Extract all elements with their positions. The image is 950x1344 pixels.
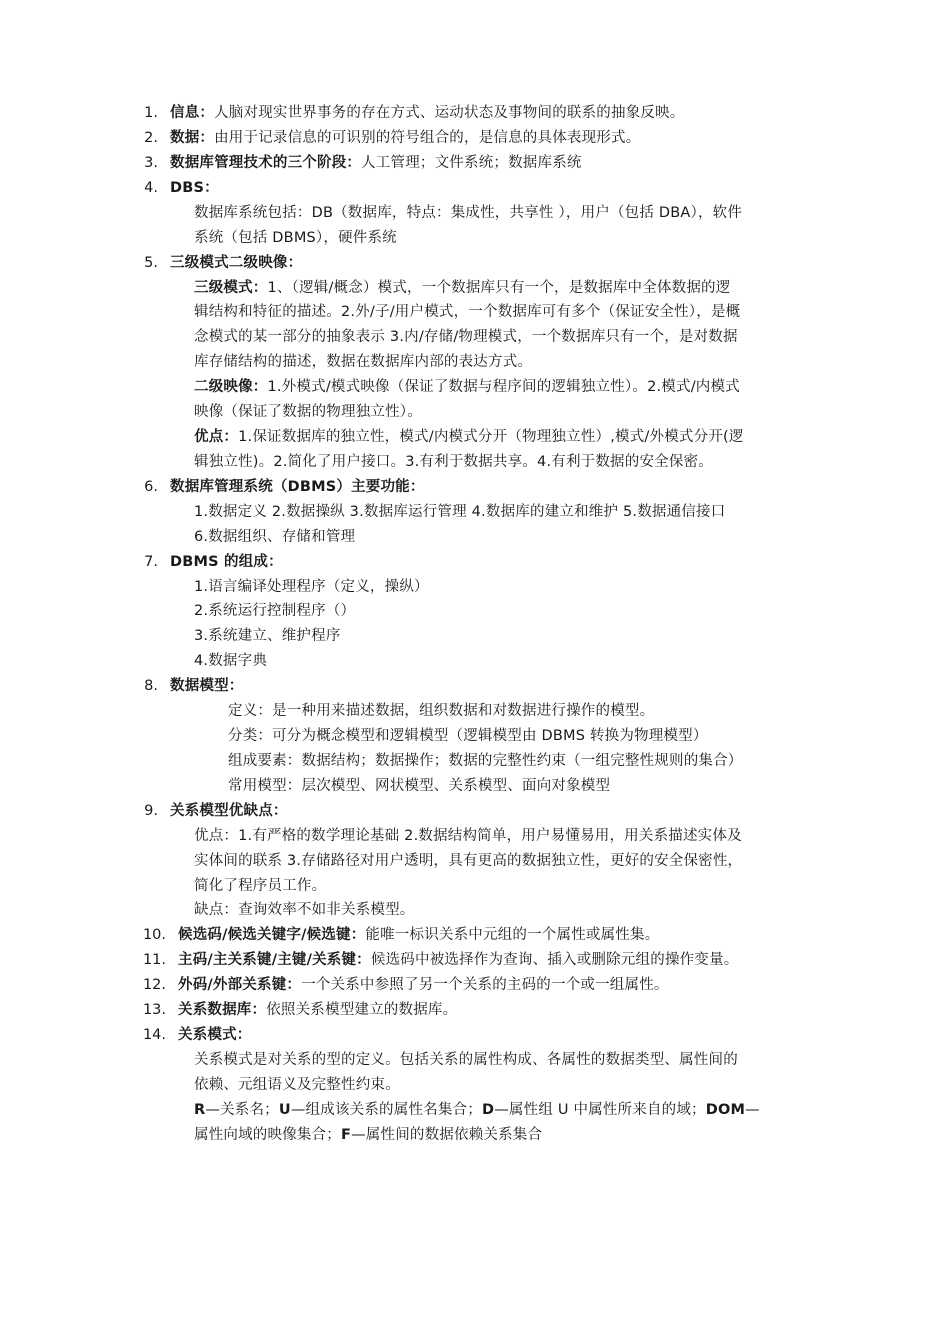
item-1 (170, 101, 685, 125)
symbol-dom: DOM (705, 1102, 746, 1118)
symbol-desc: —属性间的数据依赖关系集合 (351, 1127, 543, 1143)
item-number: 6. (144, 479, 158, 495)
item-label: 关系模型优缺点： (170, 803, 288, 819)
dbms-comp-1: 1.语言编译处理程序（定义，操纵） (194, 579, 429, 595)
item-3 (170, 151, 582, 175)
model-line-3: 组成要素：数据结构；数据操作；数据的完整性约束（一组完整性规则的集合） (228, 753, 743, 769)
symbol-desc: —关系名； (205, 1102, 279, 1118)
item-text: 候选码中被选择作为查询、插入或删除元组的操作变量。 (370, 952, 739, 968)
dbms-func-line-2: 6.数据组织、存储和管理 (194, 529, 356, 545)
item-label: 数据库管理系统（DBMS）主要功能： (170, 479, 425, 495)
item-label: 三级模式二级映像： (170, 255, 303, 271)
dbms-comp-3: 3.系统建立、维护程序 (194, 628, 341, 644)
dbs-line-2: 系统（包括 DBMS），硬件系统 (194, 230, 397, 246)
item-text: 人工管理；文件系统；数据库系统 (361, 155, 582, 171)
item-number: 2. (144, 130, 158, 146)
item-label: 关系模式： (178, 1027, 252, 1043)
item-12 (178, 973, 669, 997)
item-number: 5. (144, 255, 158, 271)
schema-line-7 (194, 425, 744, 449)
item-label: 外码/外部关系键： (178, 977, 302, 993)
schema-line-3: 念模式的某一部分的抽象表示 3.内/存储/物理模式，一个数据库只有一个，是对数据 (194, 329, 738, 345)
pros-cons-line-4: 缺点：查询效率不如非关系模型。 (194, 902, 415, 918)
item-label: DBS： (170, 180, 219, 196)
item-5 (170, 251, 302, 275)
item-6 (170, 475, 425, 499)
item-13 (178, 998, 457, 1022)
schema-line-1 (194, 276, 730, 300)
item-number: 9. (144, 803, 158, 819)
item-number: 8. (144, 678, 158, 694)
item-2 (170, 126, 640, 150)
item-number: 7. (144, 554, 158, 570)
schema-line-6: 映像（保证了数据的物理独立性）。 (194, 404, 422, 420)
item-10 (178, 923, 659, 947)
item-number: 12. (142, 977, 166, 993)
model-line-4: 常用模型：层次模型、网状模型、关系模型、面向对象模型 (228, 778, 611, 794)
dbms-func-line-1: 1.数据定义 2.数据操纵 3.数据库运行管理 4.数据库的建立和维护 5.数据通信接口 (194, 504, 726, 520)
schema-label-two-mapping: 二级映像： (194, 379, 268, 395)
item-number: 1. (144, 105, 158, 121)
item-number: 14. (142, 1027, 166, 1043)
rel-schema-line-3 (194, 1098, 760, 1122)
item-number: 11. (142, 952, 166, 968)
symbol-f: F (341, 1127, 352, 1143)
model-line-2: 分类：可分为概念模型和逻辑模型（逻辑模型由 DBMS 转换为物理模型） (228, 728, 708, 744)
rel-schema-line-1: 关系模式是对关系的型的定义。包括关系的属性构成、各属性的数据类型、属性间的 (194, 1052, 738, 1068)
schema-text: 1.保证数据库的独立性，模式/内模式分开（物理独立性）,模式/外模式分开(逻 (238, 429, 744, 445)
dbms-comp-2: 2.系统运行控制程序（） (194, 603, 356, 619)
symbol-r: R (194, 1102, 206, 1118)
schema-line-5 (194, 375, 740, 399)
dbs-line-1: 数据库系统包括：DB（数据库，特点：集成性，共享性 ），用户（包括 DBA），软件 (194, 205, 743, 221)
schema-line-2: 辑结构和特征的描述。2.外/子/用户模式，一个数据库可有多个（保证安全性），是概 (194, 304, 741, 320)
item-label: 信息： (170, 105, 215, 121)
symbol-d: D (481, 1102, 495, 1118)
schema-line-4: 库存储结构的描述，数据在数据库内部的表达方式。 (194, 354, 533, 370)
pros-cons-line-1: 优点：1.有严格的数学理论基础 2.数据结构简单，用户易懂易用，用关系描述实体及 (194, 828, 742, 844)
item-text: 人脑对现实世界事务的存在方式、运动状态及事物间的联系的抽象反映。 (214, 105, 685, 121)
model-line-1: 定义：是一种用来描述数据，组织数据和对数据进行操作的模型。 (228, 703, 655, 719)
item-9 (170, 799, 288, 823)
pros-cons-line-2: 实体间的联系 3.存储路径对用户透明，具有更高的数据独立性，更好的安全保密性， (194, 853, 743, 869)
item-number: 4. (144, 180, 158, 196)
item-text: 由用于记录信息的可识别的符号组合的，是信息的具体表现形式。 (214, 130, 641, 146)
dbms-comp-4: 4.数据字典 (194, 653, 268, 669)
schema-text: 1.外模式/模式映像（保证了数据与程序间的逻辑独立性）。2.模式/内模式 (267, 379, 740, 395)
schema-text: 1、（逻辑/概念）模式，一个数据库只有一个，是数据库中全体数据的逻 (267, 280, 731, 296)
item-14 (178, 1023, 252, 1047)
item-number: 13. (142, 1002, 166, 1018)
item-label: 主码/主关系键/主键/关系键： (178, 952, 371, 968)
item-label: 关系数据库： (178, 1002, 267, 1018)
rel-schema-line-2: 依赖、元组语义及完整性约束。 (194, 1077, 400, 1093)
item-8 (170, 674, 244, 698)
item-label: 数据： (170, 130, 215, 146)
item-text: 能唯一标识关系中元组的一个属性或属性集。 (365, 927, 660, 943)
symbol-desc: —属性组 U 中属性所来自的域； (494, 1102, 706, 1118)
item-label: DBMS 的组成： (170, 554, 283, 570)
item-label: 候选码/候选关键字/候选键： (178, 927, 366, 943)
item-11 (178, 948, 738, 972)
item-label: 数据模型： (170, 678, 244, 694)
symbol-desc: —组成该关系的属性名集合； (290, 1102, 482, 1118)
item-label: 数据库管理技术的三个阶段： (170, 155, 362, 171)
item-4 (170, 176, 219, 200)
symbol-desc: — (745, 1102, 760, 1118)
item-text: 一个关系中参照了另一个关系的主码的一个或一组属性。 (301, 977, 669, 993)
item-number: 10. (142, 927, 166, 943)
pros-cons-line-3: 简化了程序员工作。 (194, 878, 327, 894)
schema-label-three-level: 三级模式： (194, 280, 268, 296)
item-text: 依照关系模型建立的数据库。 (266, 1002, 458, 1018)
symbol-desc: 属性向域的映像集合； (194, 1127, 341, 1143)
schema-line-8: 辑独立性)。2.简化了用户接口。3.有利于数据共享。4.有利于数据的安全保密。 (194, 454, 713, 470)
item-number: 3. (144, 155, 158, 171)
rel-schema-line-4 (194, 1123, 542, 1147)
item-7 (170, 550, 283, 574)
symbol-u: U (278, 1102, 291, 1118)
schema-label-advantages: 优点： (194, 429, 239, 445)
